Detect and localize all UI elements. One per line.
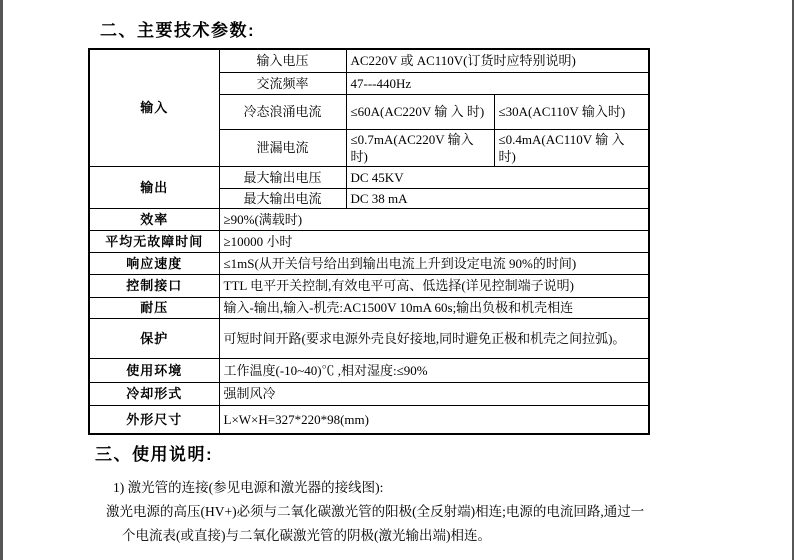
table-row: [89, 297, 649, 318]
cell-dimensions-label: 外形尺寸: [89, 405, 219, 434]
table-row: [89, 318, 649, 358]
cell-mtbf-value: ≥10000 小时: [219, 230, 649, 252]
table-row: [89, 230, 649, 252]
cell-efficiency-label: 效率: [89, 208, 219, 230]
cell-withstand-value: 输入-输出,输入-机壳:AC1500V 10mA 60s;输出负极和机壳相连: [219, 297, 649, 318]
cell-input-voltage-value: AC220V 或 AC110V(订货时应特别说明): [346, 49, 649, 72]
cell-response-value: ≤1mS(从开关信号给出到输出电流上升到设定电流 90%的时间): [219, 252, 649, 274]
table-row: [89, 405, 649, 434]
cell-ac-freq-label: 交流频率: [219, 72, 346, 94]
cell-dimensions-value: L×W×H=327*220*98(mm): [219, 405, 649, 434]
table-row: [89, 274, 649, 297]
cell-group-output: 输出: [89, 166, 219, 208]
section-2-heading: 二、主要技术参数:: [100, 21, 256, 40]
cell-max-out-current-value: DC 38 mA: [346, 188, 649, 208]
cell-withstand-label: 耐压: [89, 297, 219, 318]
table-row: [89, 208, 649, 230]
table-row: [89, 252, 649, 274]
cell-surge-value-220: ≤60A(AC220V 输 入 时): [346, 94, 494, 129]
table-row: [89, 49, 649, 72]
cell-leakage-value-220: ≤0.7mA(AC220V 输入 时): [346, 129, 494, 166]
cell-cooling-label: 冷却形式: [89, 382, 219, 405]
page-left-border: [0, 0, 3, 560]
cell-group-input: 输入: [89, 49, 219, 166]
instruction-line-3: 个电流表(或直接)与二氧化碳激光管的阴极(激光输出端)相连。: [122, 528, 491, 543]
cell-surge-value-110: ≤30A(AC110V 输入时): [494, 94, 649, 129]
cell-mtbf-label: 平均无故障时间: [89, 230, 219, 252]
cell-leakage-label: 泄漏电流: [219, 129, 346, 166]
table-row: [89, 166, 649, 188]
cell-max-out-voltage-label: 最大输出电压: [219, 166, 346, 188]
cell-control-label: 控制接口: [89, 274, 219, 297]
instruction-line-1: 1) 激光管的连接(参见电源和激光器的接线图):: [113, 480, 384, 495]
cell-efficiency-value: ≥90%(满载时): [219, 208, 649, 230]
cell-ac-freq-value: 47---440Hz: [346, 72, 649, 94]
cell-leakage-value-110: ≤0.4mA(AC110V 输 入 时): [494, 129, 649, 166]
cell-protection-label: 保护: [89, 318, 219, 358]
page-right-border: [792, 0, 794, 560]
cell-control-value: TTL 电平开关控制,有效电平可高、低选择(详见控制端子说明): [219, 274, 649, 297]
table-row: [89, 358, 649, 382]
section-3-heading: 三、使用说明:: [95, 445, 214, 464]
cell-surge-label: 冷态浪涌电流: [219, 94, 346, 129]
cell-environment-value: 工作温度(-10~40)℃ ,相对湿度:≤90%: [219, 358, 649, 382]
cell-environment-label: 使用环境: [89, 358, 219, 382]
cell-response-label: 响应速度: [89, 252, 219, 274]
instruction-line-2: 激光电源的高压(HV+)必须与二氧化碳激光管的阳极(全反射端)相连;电源的电流回路,通过一: [106, 504, 645, 519]
cell-max-out-current-label: 最大输出电流: [219, 188, 346, 208]
cell-input-voltage-label: 输入电压: [219, 49, 346, 72]
tech-specs-table: [88, 48, 650, 435]
cell-max-out-voltage-value: DC 45KV: [346, 166, 649, 188]
cell-protection-value: 可短时间开路(要求电源外壳良好接地,同时避免正极和机壳之间拉弧)。: [219, 318, 649, 358]
table-row: [89, 382, 649, 405]
cell-cooling-value: 强制风冷: [219, 382, 649, 405]
